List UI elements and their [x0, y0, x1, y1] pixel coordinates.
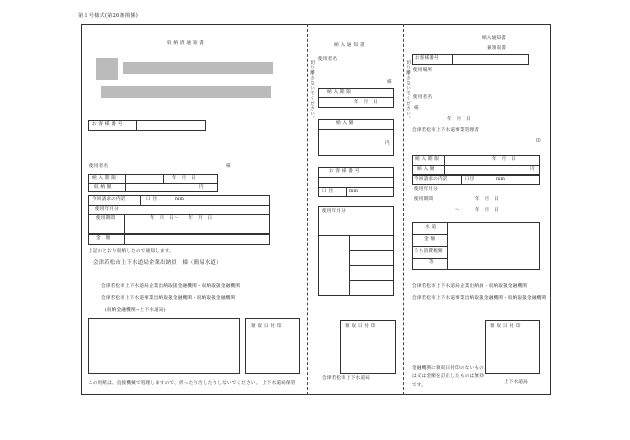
row-divider — [412, 258, 447, 259]
kin-row — [88, 234, 270, 245]
row-divider — [349, 250, 394, 251]
due-date: 年 月 日 — [492, 157, 516, 162]
location-label: 使用場所 — [413, 68, 433, 73]
bank-line-1: 会津若松市上下水道局企業出納取扱金融機関・収納取扱金融機関 — [101, 284, 241, 289]
redacted-block — [123, 62, 273, 74]
usage-period-label: 使用期間 — [96, 216, 116, 221]
row-divider — [318, 235, 394, 236]
office-right: 上下水道局 — [504, 380, 528, 385]
bank-note: (収納金融機関→上下水道局) — [105, 308, 166, 313]
usage-box — [318, 206, 394, 296]
receipt-notice-title: 収 納 済 通 知 書 — [167, 41, 205, 46]
payment-receipt-subtitle: 兼領収書 — [487, 46, 507, 51]
due-date: 年 月 日 — [172, 176, 196, 181]
bank-line-2: 会津若松市上下水道事業出納取扱金融機関・収納取扱金融機関 — [412, 296, 547, 301]
customer-number-label: お 客 様 番 号 — [92, 122, 123, 127]
payment-receipt-title: 納入通知書 — [482, 36, 506, 41]
breakdown-label: 今回請求の内訳 — [92, 197, 126, 202]
stamp-label: 領 収 日 付 印 — [251, 324, 282, 329]
row-divider — [318, 97, 394, 98]
tax-suffix: 等 — [429, 260, 434, 265]
col-divider — [346, 187, 347, 197]
amount-box — [318, 119, 394, 156]
col-divider — [125, 174, 126, 192]
payee: 会津若松市上下水道局企業出納員 様（簡易水道） — [93, 260, 222, 266]
remarks-box — [88, 318, 240, 374]
perforation-line-left — [307, 24, 308, 395]
due-label: 納 入 期 限 — [327, 90, 352, 95]
office-mid: 会津若松市上下水道局 — [322, 376, 370, 381]
due-label: 納 入 期 限 — [92, 176, 117, 181]
issuer: 会津若松市上下水道事業管理者 — [412, 128, 480, 133]
col-divider — [163, 174, 164, 183]
period-start: 年 月 日 — [475, 197, 499, 202]
row-divider — [318, 177, 394, 178]
usage-period-value: 年 月 日～ 年 月 日 — [150, 216, 213, 221]
bank-line-1: 会津若松市上下水道局企業出納員・収納取扱金融機関 — [412, 284, 528, 289]
honorific: 様 — [226, 164, 231, 169]
customer-number-label: お 客 様 番 号 — [329, 169, 360, 174]
col-divider — [124, 234, 125, 245]
yen-unit: 円 — [530, 167, 535, 172]
row-divider — [318, 129, 394, 130]
footer-note: この用紙は、直接機械で処理しますので、折ったり汚したりしないでください。 — [88, 381, 261, 386]
row-divider — [88, 183, 218, 184]
usage-month-label: 使用年月分 — [95, 207, 119, 212]
customer-number-label: お客様番号 — [415, 56, 439, 61]
received-note: 上記のとおり収納したので通知します。 — [88, 249, 174, 254]
row-divider — [412, 165, 540, 166]
col-divider — [447, 222, 448, 270]
col-divider — [461, 175, 462, 185]
seal-mark: 印 — [536, 139, 541, 144]
stamp-label: 領 収 日 付 印 — [490, 324, 521, 329]
perforation-line-right — [403, 24, 404, 395]
yen-unit: 円 — [199, 185, 204, 190]
yen-unit: 円 — [385, 141, 390, 146]
col-divider — [140, 195, 141, 205]
payment-notice-title: 納 入 通 知 書 — [334, 43, 365, 48]
col-divider — [444, 155, 445, 175]
due-label: 納 入 期 限 — [415, 157, 440, 162]
fold-note-right: 切り離さないでください。 — [405, 60, 411, 122]
amount-label: 納 入 額 — [336, 121, 354, 126]
due-date: 年 月 日 — [354, 100, 378, 105]
issue-date: 年 月 日 — [447, 117, 471, 122]
meter-label: 口径 — [465, 177, 475, 182]
period-end: 年 月 日 — [475, 208, 499, 213]
redacted-block — [96, 58, 118, 80]
col-divider — [452, 54, 453, 65]
tax-label: うち消費税額 — [414, 249, 443, 254]
meter-label: 口 径 — [322, 189, 334, 194]
row-divider — [349, 265, 394, 266]
kin-label: 金 額 — [96, 236, 111, 241]
user-name-label: 使用者名 — [89, 164, 109, 169]
stamp-label: 領 収 日 付 印 — [345, 324, 376, 329]
breakdown-label: 今回請求の内訳 — [414, 177, 448, 182]
col-divider — [124, 214, 125, 234]
form-number: 第１号様式(第26条関係) — [78, 13, 138, 19]
usage-month-label: 使用年月分 — [322, 209, 346, 214]
redacted-block — [101, 86, 271, 98]
row-divider — [318, 187, 394, 188]
office-left: 上下水道局保管 — [262, 381, 296, 386]
row-divider — [88, 205, 270, 206]
mm-unit: mm — [175, 197, 185, 202]
usage-month-label: 使用年月分 — [414, 187, 438, 192]
honorific: 様 — [414, 106, 419, 111]
divider — [136, 120, 137, 131]
honorific: 様 — [387, 80, 392, 85]
bank-line-2: 会津若松市上下水道事業出納取扱金融機関・収納取扱金融機関 — [101, 296, 236, 301]
row-divider — [412, 246, 447, 247]
user-name-label: 使用者名 — [318, 57, 338, 62]
meter-label: 口 径 — [146, 197, 158, 202]
user-name-label: 使用者名 — [413, 95, 433, 100]
amount-label: 収 納 額 — [94, 185, 112, 190]
kin-label: 金 額 — [424, 237, 436, 242]
invalid-note: 金融機関に領収日付印のないものは又は金額を訂正したものは無効です。 — [412, 366, 484, 388]
row-divider — [412, 234, 447, 235]
fold-note-left: 切り離さないでください。 — [309, 60, 315, 122]
period-tilde: ～ — [455, 208, 460, 213]
mm-unit: mm — [349, 189, 359, 194]
amount-label: 納 入 額 — [417, 167, 435, 172]
mm-unit: mm — [496, 177, 506, 182]
row-divider — [349, 280, 394, 281]
row-divider — [88, 214, 270, 215]
usage-period-label: 使用期間 — [414, 197, 434, 202]
water-label: 水 道 — [425, 225, 437, 230]
